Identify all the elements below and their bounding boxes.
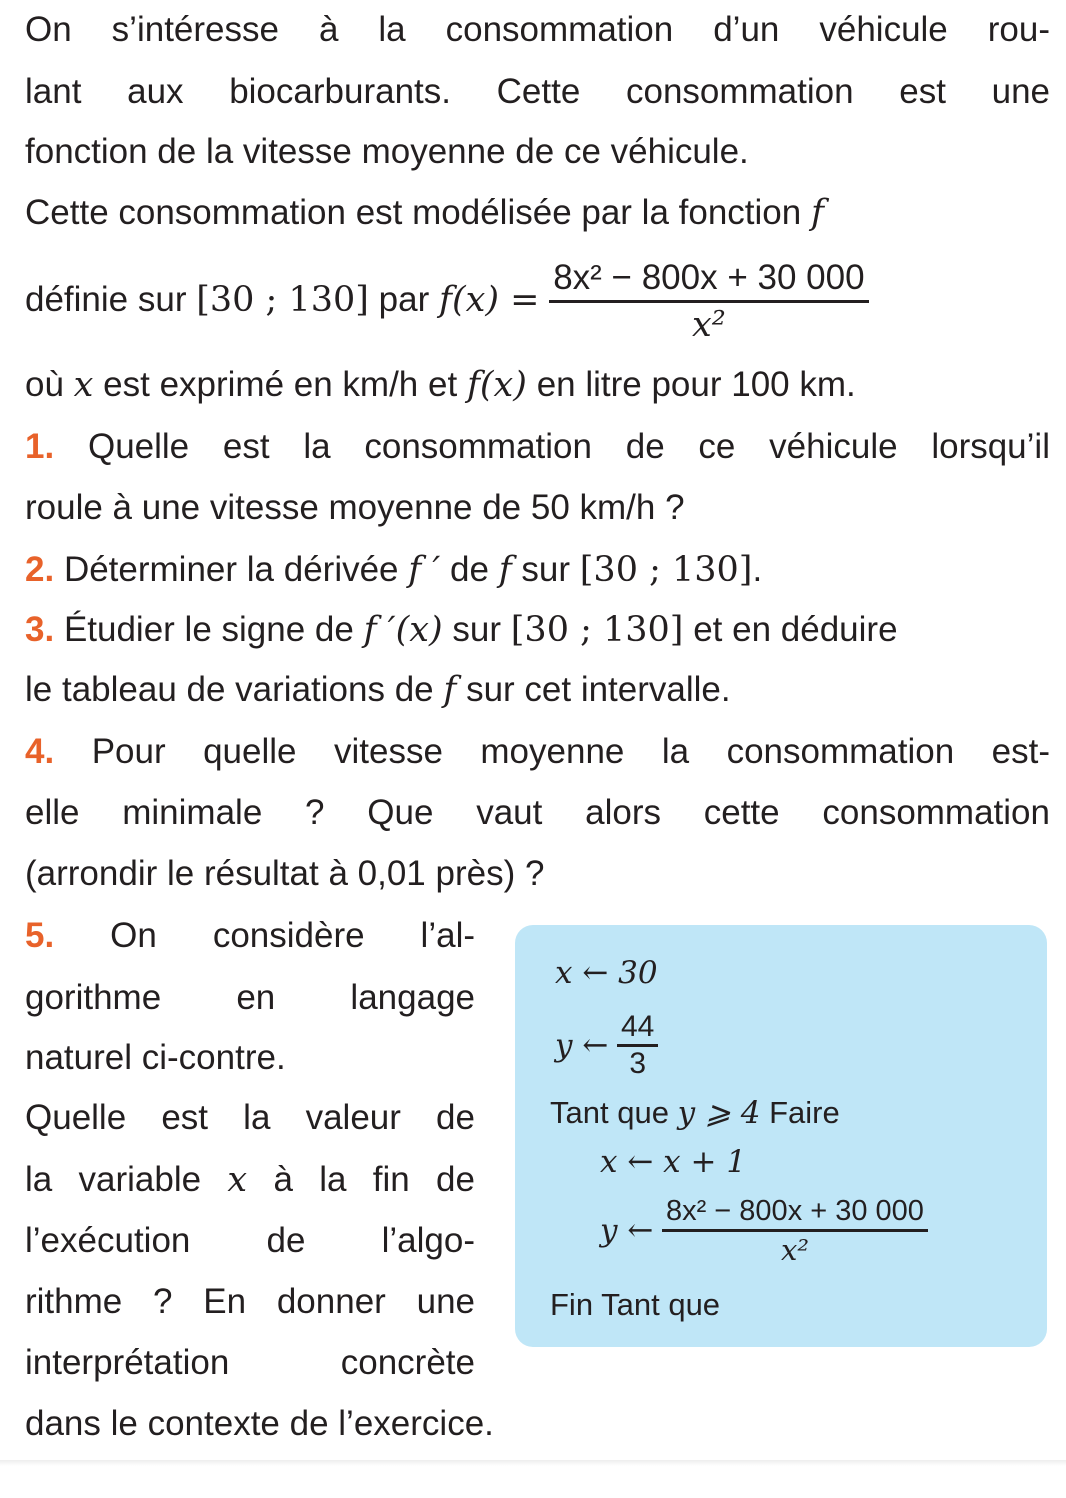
- text: Pour quelle vitesse moyenne la consommation est-: [91, 732, 1050, 771]
- question-2: [25, 545, 762, 595]
- denominator: x²: [780, 1233, 809, 1267]
- math-x: x: [227, 1160, 248, 1200]
- denominator: x²: [691, 305, 726, 346]
- text: sur: [521, 550, 571, 589]
- question-number: 5.: [25, 916, 55, 955]
- math-fprime-x: f ′(x): [363, 610, 443, 650]
- intro-line: On s’intéresse à la consommation d’un véhicule rou-: [25, 10, 1050, 49]
- question-4: [25, 727, 1050, 777]
- question-5-line: l’exécution de l’algo-: [25, 1221, 475, 1260]
- text: le tableau de variations de: [25, 670, 434, 709]
- text: sur: [452, 610, 502, 649]
- text: définie sur: [25, 280, 187, 319]
- math-fprime: f ′: [408, 550, 441, 590]
- interval: [30 ; 130]: [196, 280, 369, 320]
- text: par: [378, 280, 430, 319]
- text: .: [752, 550, 763, 589]
- question-3: [25, 605, 898, 655]
- question-1-line: roule à une vitesse moyenne de 50 km/h ?: [25, 488, 685, 527]
- function-fraction: [549, 256, 868, 347]
- algo-line-while: [550, 1093, 840, 1133]
- text: Cette consommation est modélisée par la fonction: [25, 193, 802, 232]
- text: Étudier le signe de: [63, 610, 354, 649]
- question-number: 2.: [25, 550, 55, 589]
- math-f: f: [810, 193, 824, 233]
- keyword: Faire: [769, 1095, 840, 1130]
- math-f: f: [498, 550, 512, 590]
- question-number: 3.: [25, 610, 55, 649]
- question-5-line: [25, 1155, 475, 1205]
- question-5-line: interprétation concrète: [25, 1343, 475, 1382]
- numerator: 8x² − 800x + 30 000: [549, 256, 868, 303]
- algo-line-init-x: x ← 30: [555, 955, 658, 991]
- text: et en déduire: [693, 610, 898, 649]
- text: de: [450, 550, 489, 589]
- intro-line: lant aux biocarburants. Cette consommation est une: [25, 72, 1050, 111]
- math-x: x: [73, 365, 94, 405]
- text: la variable: [25, 1160, 202, 1199]
- text: où: [25, 365, 64, 404]
- text: à la fin de: [273, 1160, 475, 1199]
- keyword: Tant que: [550, 1095, 669, 1130]
- interval: [30 ; 130]: [510, 610, 684, 650]
- assign: y ←: [600, 1212, 654, 1249]
- text: sur cet intervalle.: [466, 670, 731, 709]
- algo-line-update-y: [600, 1193, 928, 1268]
- question-5-line: dans le contexte de l’exercice.: [25, 1404, 494, 1443]
- text: en litre pour 100 km.: [536, 365, 856, 404]
- question-number: 4.: [25, 732, 55, 771]
- question-5-line: rithme ? En donner une: [25, 1282, 475, 1321]
- text: est exprimé en km/h et: [103, 365, 458, 404]
- denominator: 3: [629, 1047, 646, 1080]
- assign: y ←: [555, 1027, 609, 1064]
- question-5-line: gorithme en langage: [25, 978, 475, 1017]
- math-fx: f(x): [466, 365, 527, 405]
- interval: [30 ; 130]: [579, 550, 753, 590]
- question-number: 1.: [25, 427, 55, 466]
- math-fx: f(x) =: [438, 280, 540, 320]
- math-f: f: [443, 670, 457, 710]
- question-4-line: elle minimale ? Que vaut alors cette consommation: [25, 793, 1050, 832]
- condition: y ⩾ 4: [677, 1095, 761, 1131]
- algo-line-init-y: [555, 1010, 658, 1081]
- intro-line: [25, 188, 824, 238]
- page-bottom-edge: [0, 1460, 1066, 1466]
- numerator: 44: [617, 1010, 658, 1047]
- text: Quelle est la consommation de ce véhicule lorsqu’il: [87, 427, 1050, 466]
- algorithm-box: [515, 925, 1047, 1347]
- algo-line-end-while: Fin Tant que: [550, 1287, 721, 1322]
- question-5-line: naturel ci-contre.: [25, 1038, 286, 1077]
- intro-line: fonction de la vitesse moyenne de ce véhicule.: [25, 132, 749, 171]
- intro-line: [25, 360, 856, 410]
- fraction: [662, 1193, 928, 1268]
- fraction: [617, 1010, 658, 1081]
- text: Déterminer la dérivée: [63, 550, 399, 589]
- question-3-line: [25, 665, 731, 715]
- algo-line-increment: x ← x + 1: [600, 1144, 747, 1180]
- text: On considère l’al-: [110, 916, 475, 955]
- question-1: [25, 422, 1050, 472]
- question-4-line: (arrondir le résultat à 0,01 près) ?: [25, 854, 545, 893]
- numerator: 8x² − 800x + 30 000: [662, 1193, 928, 1232]
- function-definition: [25, 250, 869, 350]
- question-5-line: Quelle est la valeur de: [25, 1098, 475, 1137]
- question-5: [25, 911, 475, 961]
